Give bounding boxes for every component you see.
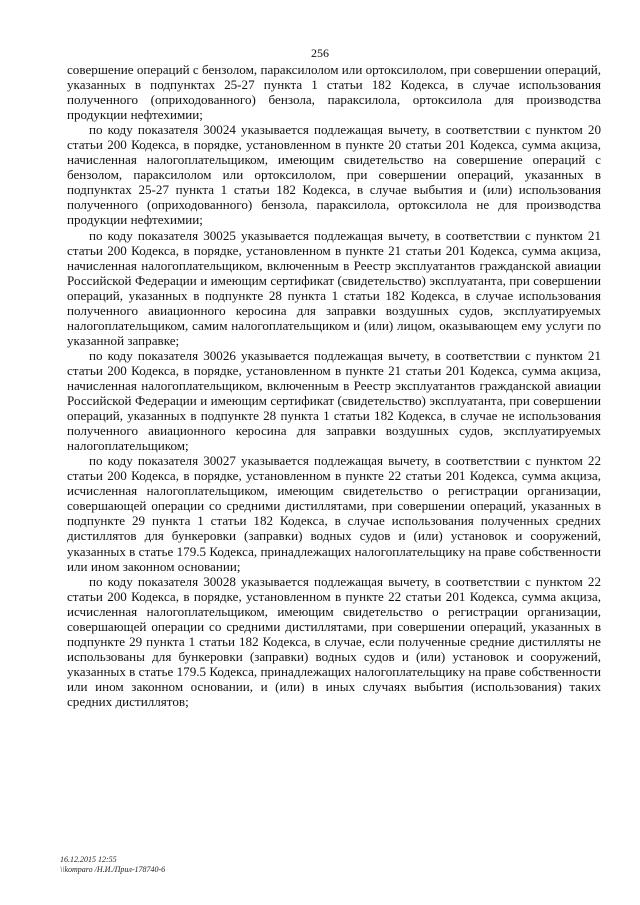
paragraph-code-30028: по коду показателя 30028 указывается подлежащая вычету, в соответствии с пунктом 22 статьи 200 Кодекса, в порядке, установленном в пункте 22 статьи 201 Кодекса, сумма акциза, исчисленная налогоплательщиком, имеющим свидетельство о регистрации организации, совершающей операции со средними дистиллятами, при совершении операций, указанных в подпункте 29 пункта 1 статьи 182 Кодекса, в случае, если полученные средние дистилляты не использованы для бункеровки (заправки) водных судов и (или) установок и сооружений, указанных в статье 179.5 Кодекса, принадлежащих налогоплательщику на праве собственности или ином законном основании, и (или) в иных случаях выбытия (использования) таких средних дистиллятов; — [67, 573, 601, 709]
footer-timestamp: 16.12.2015 12:55 — [60, 855, 117, 864]
paragraph-code-30025: по коду показателя 30025 указывается подлежащая вычету, в соответствии с пунктом 21 статьи 200 Кодекса, в порядке, установленном в пункте 21 статьи 201 Кодекса, сумма акциза, начисленная налогоплательщиком, включенным в Реестр эксплуатантов гражданской авиации Российской Федерации и имеющим сертификат (свидетельство) эксплуатанта, при совершении операций, указанных в подпункте 28 пункта 1 статьи 182 Кодекса, в случае использования полученного авиационного керосина для заправки воздушных судов, эксплуатируемых налогоплательщиком, самим налогоплательщиком и (или) лицом, оказывающем ему услуги по указанной заправке; — [67, 227, 601, 348]
document-body — [67, 62, 601, 709]
page-number: 256 — [311, 46, 329, 60]
paragraph-code-30027: по коду показателя 30027 указывается подлежащая вычету, в соответствии с пунктом 22 статьи 200 Кодекса, в порядке, установленном в пункте 22 статьи 201 Кодекса, сумма акциза, исчисленная налогоплательщиком, имеющим свидетельство о регистрации организации, совершающей операции со средними дистиллятами, при совершении операций, указанных в подпункте 29 пункта 1 статьи 182 Кодекса, в случае использования полученных средних дистиллятов для бункеровки (заправки) водных судов и (или) установок и сооружений, указанных в статье 179.5 Кодекса, принадлежащих налогоплательщику на праве собственности или ином законном основании; — [67, 453, 601, 574]
paragraph-continuation: совершение операций с бензолом, параксилолом или ортоксилолом, при совершении операций, указанных в подпунктах 25-27 пункта 1 статьи 182 Кодекса, в случае использования полученного (оприходованного) бензола, параксилола, ортоксилола для производства продукции нефтехимии; — [67, 62, 601, 123]
paragraph-code-30024: по коду показателя 30024 указывается подлежащая вычету, в соответствии с пунктом 20 статьи 200 Кодекса, в порядке, установленном в пункте 20 статьи 201 Кодекса, сумма акциза, начисленная налогоплательщиком, имеющим свидетельство на совершение операций с бензолом, параксилолом или ортоксилолом, при совершении операций, указанных в подпунктах 25-27 пункта 1 статьи 182 Кодекса, в случае выбытия и (или) использования полученного (оприходованного) бензола, параксилола, ортоксилола не для производства продукции нефтехимии; — [67, 122, 601, 228]
paragraph-code-30026: по коду показателя 30026 указывается подлежащая вычету, в соответствии с пунктом 21 статьи 200 Кодекса, в порядке, установленном в пункте 21 статьи 201 Кодекса, сумма акциза, начисленная налогоплательщиком, включенным в Реестр эксплуатантов гражданской авиации Российской Федерации и имеющим сертификат (свидетельство) эксплуатанта, при совершении операций, указанных в подпункте 28 пункта 1 статьи 182 Кодекса, в случае не использования полученного авиационного керосина для заправки воздушных судов, эксплуатируемых налогоплательщиком; — [67, 347, 601, 454]
document-footer — [60, 855, 165, 875]
footer-file-path: \\komparo /Н.И./Прил-178740-6 — [60, 865, 166, 874]
